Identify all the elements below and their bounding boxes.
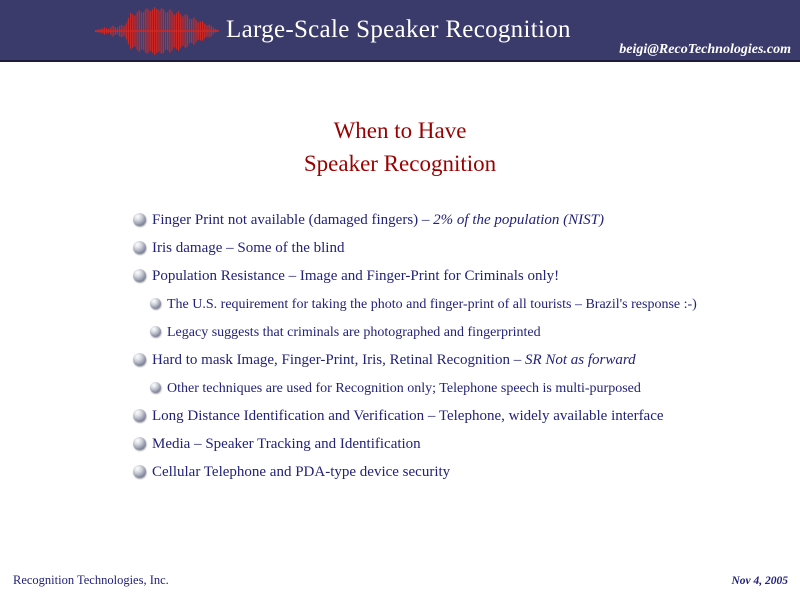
sphere-bullet-icon	[150, 326, 161, 337]
slide-title-line2: Speaker Recognition	[303, 151, 497, 176]
sphere-bullet-icon	[133, 241, 146, 254]
bullet-item	[133, 463, 793, 482]
bullet-list	[133, 211, 793, 491]
bullet-text: Other techniques are used for Recognition only; Telephone speech is multi-purposed	[167, 381, 641, 396]
bullet-item	[150, 379, 793, 398]
sphere-bullet-icon	[133, 269, 146, 282]
bullet-item	[150, 323, 793, 342]
bullet-text: Cellular Telephone and PDA-type device security	[152, 464, 451, 480]
bullet-item	[133, 267, 793, 286]
bullet-text: Media – Speaker Tracking and Identification	[152, 436, 421, 452]
sphere-bullet-icon	[133, 465, 146, 478]
contact-email: beigi@RecoTechnologies.com	[619, 42, 791, 57]
sphere-bullet-icon	[133, 437, 146, 450]
bullet-item	[133, 351, 793, 370]
footer-date: Nov 4, 2005	[731, 575, 788, 587]
header-bar	[0, 0, 800, 62]
bullet-item	[133, 435, 793, 454]
page-title: Large-Scale Speaker Recognition	[226, 16, 571, 43]
bullet-text: Iris damage – Some of the blind	[152, 240, 345, 256]
bullet-item	[133, 211, 793, 230]
sphere-bullet-icon	[150, 298, 161, 309]
audio-waveform-logo	[95, 5, 219, 57]
footer-company: Recognition Technologies, Inc.	[13, 573, 169, 587]
bullet-text: Finger Print not available (damaged fingers) – 2% of the population (NIST)	[152, 212, 604, 228]
sphere-bullet-icon	[150, 382, 161, 393]
bullet-text: Hard to mask Image, Finger-Print, Iris, Retinal Recognition – SR Not as forward	[152, 352, 636, 368]
slide-title-line1: When to Have	[333, 118, 467, 143]
bullet-item	[133, 239, 793, 258]
bullet-text: Population Resistance – Image and Finger-Print for Criminals only!	[152, 268, 560, 284]
bullet-item	[133, 407, 793, 426]
bullet-text: Long Distance Identification and Verification – Telephone, widely available interface	[152, 408, 664, 424]
bullet-item	[150, 295, 793, 314]
bullet-text: The U.S. requirement for taking the photo and finger-print of all tourists – Brazil's response :-)	[167, 297, 697, 312]
sphere-bullet-icon	[133, 409, 146, 422]
slide-title	[0, 114, 800, 180]
bullet-text: Legacy suggests that criminals are photographed and fingerprinted	[167, 325, 541, 340]
sphere-bullet-icon	[133, 353, 146, 366]
sphere-bullet-icon	[133, 213, 146, 226]
